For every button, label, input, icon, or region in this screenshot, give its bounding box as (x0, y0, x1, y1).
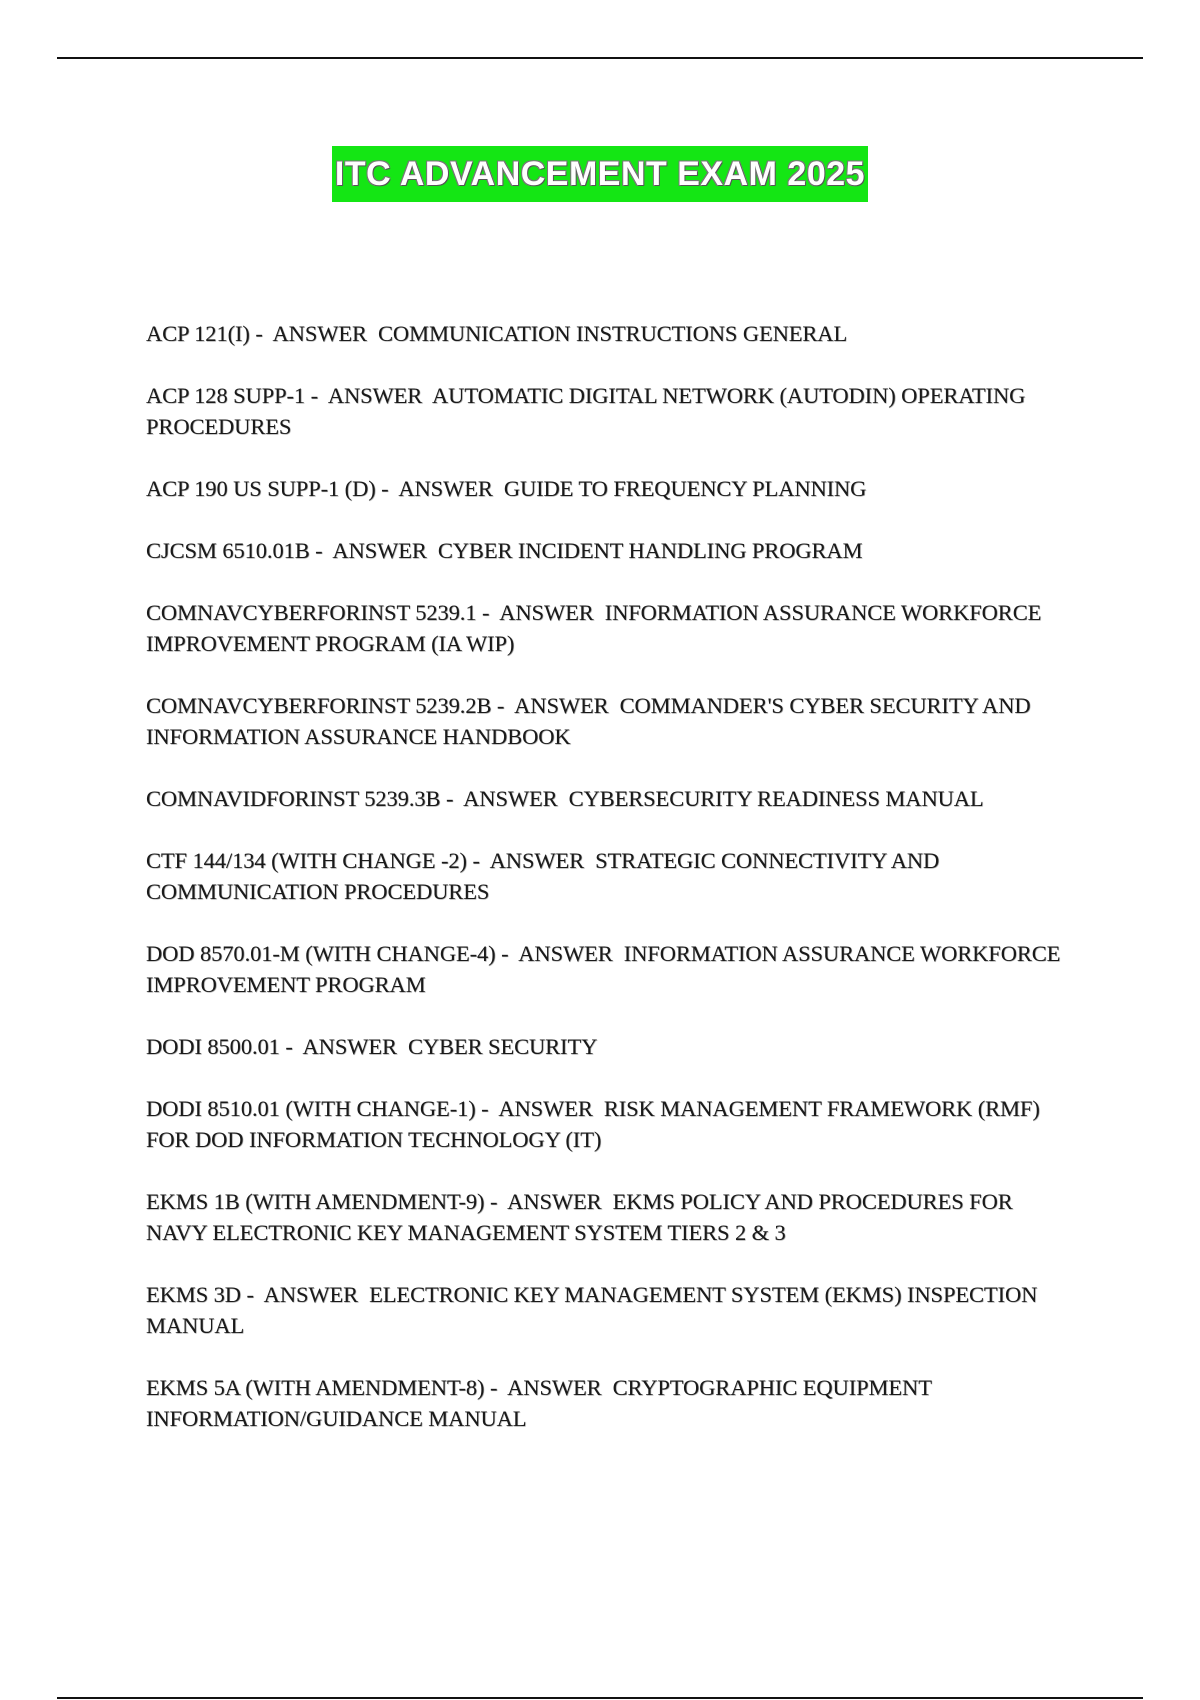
entry-answer: RISK MANAGEMENT FRAMEWORK (RMF) FOR DOD INFORMATION TECHNOLOGY (IT) (146, 1096, 1040, 1152)
entry-answer-label: ANSWER (332, 538, 427, 563)
list-item (146, 1372, 1076, 1434)
entry-answer: INFORMATION ASSURANCE WORKFORCE IMPROVEMENT PROGRAM (146, 941, 1061, 997)
entry-answer: GUIDE TO FREQUENCY PLANNING (503, 476, 867, 501)
entry-answer: ELECTRONIC KEY MANAGEMENT SYSTEM (EKMS) INSPECTION MANUAL (146, 1282, 1038, 1338)
list-item (146, 380, 1076, 442)
entry-code: DODI 8510.01 (WITH CHANGE-1) - (146, 1096, 498, 1121)
list-item (146, 783, 1076, 814)
entry-answer: AUTOMATIC DIGITAL NETWORK (AUTODIN) OPERATING PROCEDURES (146, 383, 1026, 439)
entry-code: COMNAVIDFORINST 5239.3B - (146, 786, 463, 811)
list-item (146, 1093, 1076, 1155)
list-item (146, 938, 1076, 1000)
list-item (146, 318, 1076, 349)
entry-answer: COMMUNICATION INSTRUCTIONS GENERAL (378, 321, 848, 346)
top-rule (57, 57, 1143, 59)
entry-code: EKMS 5A (WITH AMENDMENT-8) - (146, 1375, 507, 1400)
entry-code: CTF 144/134 (WITH CHANGE -2) - (146, 848, 490, 873)
title-container (0, 146, 1200, 202)
list-item (146, 597, 1076, 659)
entry-answer-label: ANSWER (499, 600, 594, 625)
entry-answer: CYBER SECURITY (408, 1034, 598, 1059)
entry-code: ACP 128 SUPP-1 - (146, 383, 328, 408)
entry-answer-label: ANSWER (263, 1282, 359, 1307)
entry-answer: CRYPTOGRAPHIC EQUIPMENT INFORMATION/GUIDANCE MANUAL (146, 1375, 932, 1431)
entry-code: EKMS 3D - (146, 1282, 264, 1307)
entry-answer-label: ANSWER (498, 1096, 593, 1121)
entry-answer-label: ANSWER (398, 476, 493, 501)
entry-code: COMNAVCYBERFORINST 5239.1 - (146, 600, 499, 625)
list-item (146, 473, 1076, 504)
entry-answer-label: ANSWER (518, 941, 613, 966)
entry-code: DOD 8570.01-M (WITH CHANGE-4) - (146, 941, 518, 966)
entry-answer: CYBERSECURITY READINESS MANUAL (568, 786, 984, 811)
page-title: ITC ADVANCEMENT EXAM 2025 (332, 146, 868, 202)
entry-answer: STRATEGIC CONNECTIVITY AND COMMUNICATION PROCEDURES (146, 848, 940, 904)
list-item (146, 1279, 1076, 1341)
entry-answer: EKMS POLICY AND PROCEDURES FOR NAVY ELECTRONIC KEY MANAGEMENT SYSTEM TIERS 2 & 3 (146, 1189, 1013, 1245)
entry-list (146, 318, 1076, 1465)
entry-code: DODI 8500.01 - (146, 1034, 303, 1059)
entry-answer: INFORMATION ASSURANCE WORKFORCE IMPROVEMENT PROGRAM (IA WIP) (146, 600, 1042, 656)
list-item (146, 690, 1076, 752)
entry-answer-label: ANSWER (272, 321, 367, 346)
entry-code: CJCSM 6510.01B - (146, 538, 332, 563)
list-item (146, 1186, 1076, 1248)
entry-answer-label: ANSWER (489, 848, 585, 873)
entry-answer-label: ANSWER (327, 383, 423, 408)
entry-answer-label: ANSWER (514, 693, 609, 718)
list-item (146, 1031, 1076, 1062)
entry-answer-label: ANSWER (507, 1189, 602, 1214)
entry-code: ACP 121(I) - (146, 321, 273, 346)
entry-code: ACP 190 US SUPP-1 (D) - (146, 476, 398, 501)
list-item (146, 535, 1076, 566)
entry-answer-label: ANSWER (507, 1375, 602, 1400)
entry-answer: COMMANDER'S CYBER SECURITY AND INFORMATION ASSURANCE HANDBOOK (146, 693, 1031, 749)
entry-code: EKMS 1B (WITH AMENDMENT-9) - (146, 1189, 507, 1214)
list-item (146, 845, 1076, 907)
entry-code: COMNAVCYBERFORINST 5239.2B - (146, 693, 514, 718)
bottom-rule (57, 1697, 1143, 1699)
entry-answer: CYBER INCIDENT HANDLING PROGRAM (437, 538, 863, 563)
entry-answer-label: ANSWER (463, 786, 558, 811)
entry-answer-label: ANSWER (302, 1034, 397, 1059)
